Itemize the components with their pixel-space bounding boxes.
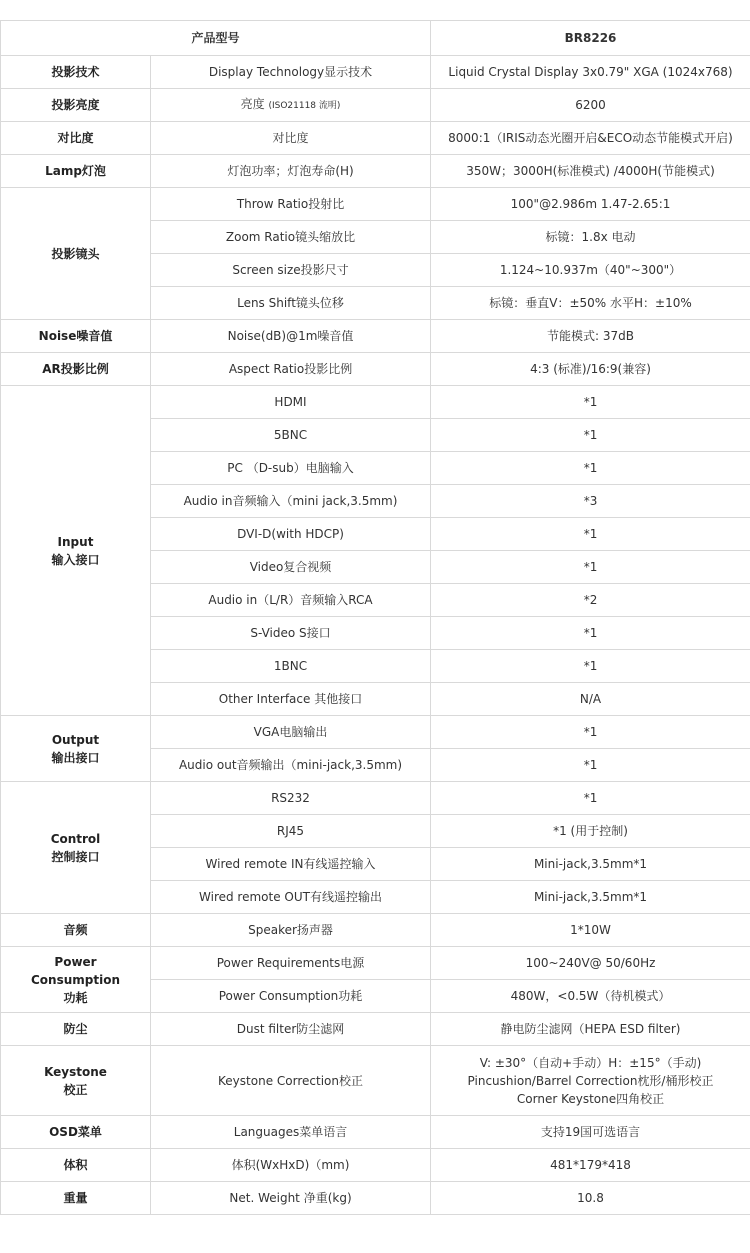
- spec-name: 体积(WxHxD)（mm): [151, 1149, 431, 1182]
- spec-value: 节能模式: 37dB: [431, 320, 750, 353]
- spec-value: *1: [431, 452, 750, 485]
- spec-name: Wired remote IN有线遥控输入: [151, 848, 431, 881]
- spec-value: Mini-jack,3.5mm*1: [431, 881, 750, 914]
- spec-name: PC （D-sub）电脑输入: [151, 452, 431, 485]
- spec-name: Power Consumption功耗: [151, 980, 431, 1013]
- spec-value: *1: [431, 518, 750, 551]
- spec-name: 5BNC: [151, 419, 431, 452]
- table-header-row: [1, 21, 750, 56]
- row-category: 重量: [1, 1182, 151, 1215]
- row-category: [1, 386, 151, 716]
- spec-name: Speaker扬声器: [151, 914, 431, 947]
- row-category: OSD菜单: [1, 1116, 151, 1149]
- spec-name: 对比度: [151, 122, 431, 155]
- spec-name-main: 亮度: [240, 97, 269, 111]
- spec-name: Other Interface 其他接口: [151, 683, 431, 716]
- table-row: [1, 353, 750, 386]
- spec-name: Display Technology显示技术: [151, 56, 431, 89]
- category-line: 控制接口: [51, 849, 100, 864]
- spec-value: *2: [431, 584, 750, 617]
- table-row: [1, 1046, 750, 1116]
- model-value: BR8226: [431, 21, 750, 56]
- spec-value: 支持19国可选语言: [431, 1116, 750, 1149]
- value-line: V: ±30°（自动+手动）H：±15°（手动): [479, 1055, 702, 1070]
- table-row: [1, 716, 750, 749]
- spec-value: *1: [431, 716, 750, 749]
- spec-name-note: (ISO21118 流明): [268, 101, 341, 111]
- spec-name: VGA电脑输出: [151, 716, 431, 749]
- row-category: 体积: [1, 1149, 151, 1182]
- table-row: [1, 89, 750, 122]
- row-category: AR投影比例: [1, 353, 151, 386]
- spec-value: 10.8: [431, 1182, 750, 1215]
- spec-value: N/A: [431, 683, 750, 716]
- table-row: [1, 122, 750, 155]
- spec-value: 1.124~10.937m（40"~300"）: [431, 254, 750, 287]
- spec-name: Aspect Ratio投影比例: [151, 353, 431, 386]
- spec-value: 100"@2.986m 1.47-2.65:1: [431, 188, 750, 221]
- spec-value: 标镜：1.8x 电动: [431, 221, 750, 254]
- table-row: [1, 188, 750, 221]
- table-row: [1, 914, 750, 947]
- spec-name: RJ45: [151, 815, 431, 848]
- table-row: [1, 320, 750, 353]
- spec-name: RS232: [151, 782, 431, 815]
- spec-name: Zoom Ratio镜头缩放比: [151, 221, 431, 254]
- spec-value: [431, 1046, 750, 1116]
- row-category: 投影镜头: [1, 188, 151, 320]
- spec-name: Dust filter防尘滤网: [151, 1013, 431, 1046]
- row-category: 音频: [1, 914, 151, 947]
- row-category: [1, 716, 151, 782]
- spec-name: 灯泡功率；灯泡寿命(H): [151, 155, 431, 188]
- table-row: [1, 1182, 750, 1215]
- spec-name: Noise(dB)@1m噪音值: [151, 320, 431, 353]
- spec-name: Net. Weight 净重(kg): [151, 1182, 431, 1215]
- category-line: Input: [57, 534, 94, 549]
- spec-name: S-Video S接口: [151, 617, 431, 650]
- spec-table: [0, 20, 750, 1215]
- spec-value: 静电防尘滤网（HEPA ESD filter): [431, 1013, 750, 1046]
- spec-name: Audio in（L/R）音频输入RCA: [151, 584, 431, 617]
- spec-name: Power Requirements电源: [151, 947, 431, 980]
- row-category: Noise噪音值: [1, 320, 151, 353]
- spec-name: DVI-D(with HDCP): [151, 518, 431, 551]
- spec-value: 8000:1（IRIS动态光圈开启&ECO动态节能模式开启): [431, 122, 750, 155]
- spec-value: 481*179*418: [431, 1149, 750, 1182]
- row-category: 对比度: [1, 122, 151, 155]
- category-line: 功耗: [63, 990, 88, 1005]
- spec-value: 480W，<0.5W（待机模式）: [431, 980, 750, 1013]
- category-line: 校正: [63, 1082, 88, 1097]
- spec-value: *1: [431, 386, 750, 419]
- table-row: [1, 947, 750, 980]
- category-line: Consumption: [30, 972, 120, 987]
- spec-name: [151, 89, 431, 122]
- category-line: 输入接口: [51, 552, 100, 567]
- table-row: [1, 155, 750, 188]
- row-category: [1, 1046, 151, 1116]
- row-category: [1, 782, 151, 914]
- spec-value: 标镜：垂直V：±50% 水平H：±10%: [431, 287, 750, 320]
- category-line: Keystone: [44, 1064, 107, 1079]
- table-row: [1, 1013, 750, 1046]
- category-line: 输出接口: [51, 750, 100, 765]
- table-row: [1, 386, 750, 419]
- spec-name: Audio in音频输入（mini jack,3.5mm): [151, 485, 431, 518]
- spec-value: 6200: [431, 89, 750, 122]
- category-line: Output: [51, 732, 100, 747]
- spec-name: HDMI: [151, 386, 431, 419]
- spec-value: *1: [431, 749, 750, 782]
- spec-value: 350W；3000H(标准模式) /4000H(节能模式): [431, 155, 750, 188]
- table-row: [1, 1149, 750, 1182]
- spec-value: 100~240V@ 50/60Hz: [431, 947, 750, 980]
- spec-value: *1: [431, 650, 750, 683]
- spec-name: Throw Ratio投射比: [151, 188, 431, 221]
- spec-value: Liquid Crystal Display 3x0.79" XGA (1024x768): [431, 56, 750, 89]
- row-category: [1, 947, 151, 1013]
- spec-name: Video复合视频: [151, 551, 431, 584]
- value-line: Corner Keystone四角校正: [516, 1091, 665, 1106]
- table-row: [1, 56, 750, 89]
- spec-value: *1 (用于控制): [431, 815, 750, 848]
- row-category: 投影亮度: [1, 89, 151, 122]
- spec-value: *3: [431, 485, 750, 518]
- spec-value: *1: [431, 419, 750, 452]
- spec-value: *1: [431, 551, 750, 584]
- spec-name: Keystone Correction校正: [151, 1046, 431, 1116]
- spec-value: *1: [431, 782, 750, 815]
- spec-value: *1: [431, 617, 750, 650]
- spec-name: 1BNC: [151, 650, 431, 683]
- category-line: Control: [50, 831, 101, 846]
- row-category: 投影技术: [1, 56, 151, 89]
- table-row: [1, 782, 750, 815]
- spec-name: Languages菜单语言: [151, 1116, 431, 1149]
- spec-name: Wired remote OUT有线遥控输出: [151, 881, 431, 914]
- spec-value: Mini-jack,3.5mm*1: [431, 848, 750, 881]
- value-line: Pincushion/Barrel Correction枕形/桶形校正: [467, 1073, 714, 1088]
- spec-value: 4:3 (标准)/16:9(兼容): [431, 353, 750, 386]
- row-category: 防尘: [1, 1013, 151, 1046]
- spec-name: Screen size投影尺寸: [151, 254, 431, 287]
- row-category: Lamp灯泡: [1, 155, 151, 188]
- category-line: Power: [54, 954, 97, 969]
- spec-name: Audio out音频输出（mini-jack,3.5mm): [151, 749, 431, 782]
- spec-name: Lens Shift镜头位移: [151, 287, 431, 320]
- model-label: 产品型号: [1, 21, 431, 56]
- table-row: [1, 1116, 750, 1149]
- spec-value: 1*10W: [431, 914, 750, 947]
